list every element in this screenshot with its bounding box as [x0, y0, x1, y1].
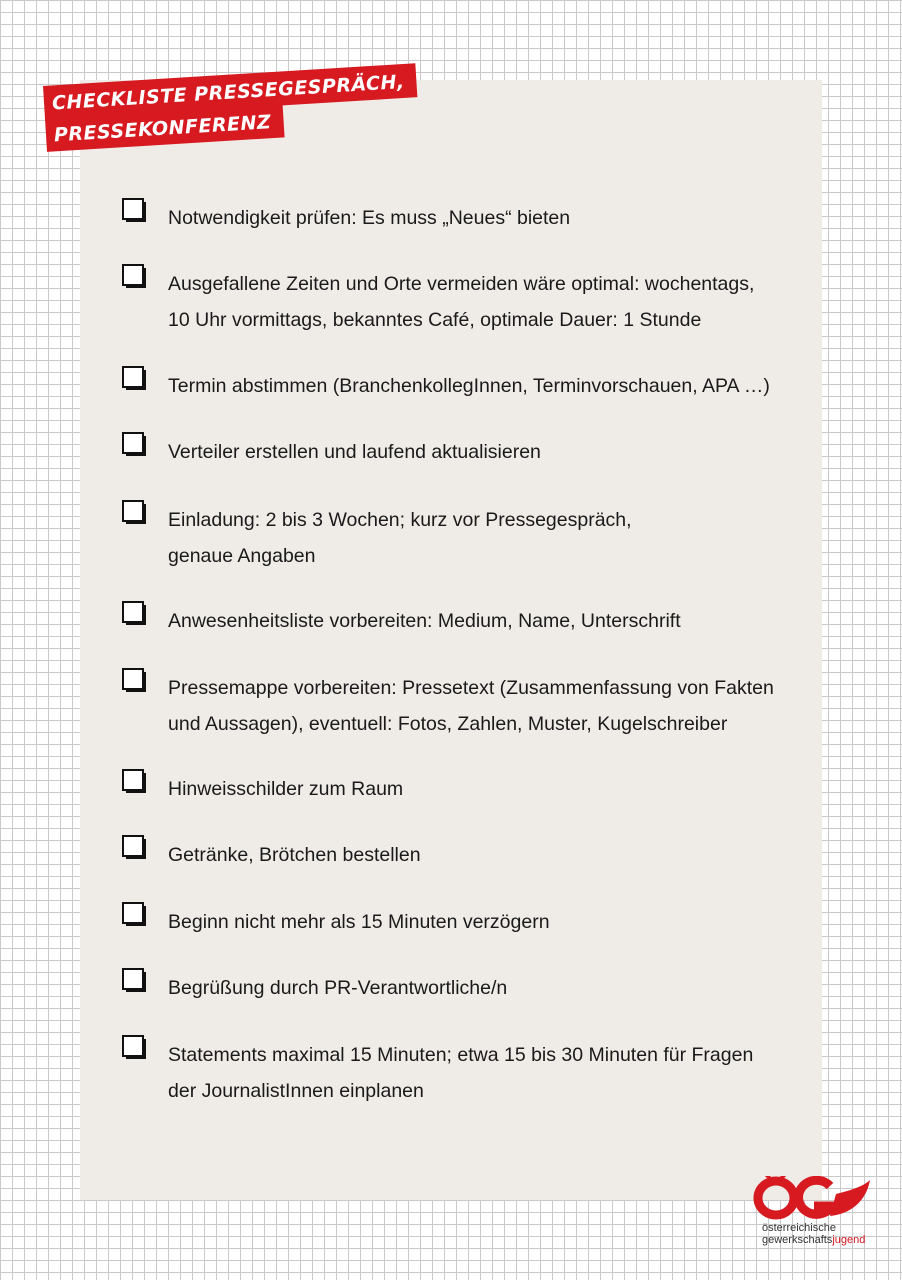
checklist-item[interactable] [122, 668, 783, 742]
logo-line-2b: jugend [832, 1234, 866, 1246]
checklist-item-text: Getränke, Brötchen bestellen [168, 844, 421, 866]
checklist-item-text: Beginn nicht mehr als 15 Minuten verzögern [168, 911, 550, 933]
logo-line-2a: gewerkschafts [762, 1234, 833, 1246]
checkbox-icon[interactable] [122, 902, 148, 928]
checklist-item-text: Termin abstimmen (BranchenkollegInnen, Terminvorschauen, APA …) [168, 375, 770, 397]
checkbox-icon[interactable] [122, 968, 148, 994]
checkbox-icon[interactable] [122, 835, 148, 861]
checkbox-icon[interactable] [122, 198, 148, 224]
checklist-item-text: Statements maximal 15 Minuten; etwa 15 bis 30 Minuten für Fragen der JournalistInnen einplanen [168, 1044, 754, 1102]
checkbox-icon[interactable] [122, 1035, 148, 1061]
checklist-item[interactable] [122, 264, 778, 338]
checklist-item[interactable] [122, 500, 638, 574]
checklist-item-text: Ausgefallene Zeiten und Orte vermeiden wäre optimal: wochentags, 10 Uhr vormittags, bekanntes Café, optimale Dauer: 1 Stunde [168, 273, 755, 331]
checklist-item[interactable] [122, 769, 808, 807]
checkbox-icon[interactable] [122, 601, 148, 627]
checklist-item-text: Verteiler erstellen und laufend aktualisieren [168, 441, 541, 463]
checklist-item[interactable] [122, 198, 768, 236]
checklist-item-text: Notwendigkeit prüfen: Es muss „Neues“ bieten [168, 207, 571, 229]
checklist-item[interactable] [122, 601, 808, 639]
checkbox-icon[interactable] [122, 264, 148, 290]
checklist-item[interactable] [122, 968, 808, 1006]
checklist-item[interactable] [122, 366, 808, 404]
checklist-item[interactable] [122, 432, 808, 470]
checklist-item-text: Einladung: 2 bis 3 Wochen; kurz vor Pressegespräch, genaue Angaben [168, 509, 632, 567]
logo-line-1: österreichische [762, 1222, 836, 1234]
checkbox-icon[interactable] [122, 769, 148, 795]
checklist-item[interactable] [122, 835, 808, 873]
checkbox-icon[interactable] [122, 366, 148, 392]
logo-wordmark [762, 1222, 865, 1246]
checkbox-icon[interactable] [122, 432, 148, 458]
title-line-2: PRESSEKONFERENZ [45, 103, 284, 151]
checkbox-icon[interactable] [122, 500, 148, 526]
checklist-item-text: Hinweisschilder zum Raum [168, 778, 404, 800]
checklist-item[interactable] [122, 902, 808, 940]
checklist-item-text: Pressemappe vorbereiten: Pressetext (Zusammenfassung von Fakten und Aussagen), eventuell: Fotos, Zahlen, Muster, Kugelschreiber [168, 677, 774, 735]
checklist-item[interactable] [122, 1035, 768, 1109]
checklist-item-text: Begrüßung durch PR-Verantwortliche/n [168, 977, 508, 999]
title-line-1: CHECKLISTE PRESSEGESPRÄCH, [43, 63, 417, 120]
checkbox-icon[interactable] [122, 668, 148, 694]
checklist-panel [80, 80, 822, 1200]
checklist-item-text: Anwesenheitsliste vorbereiten: Medium, Name, Unterschrift [168, 610, 681, 632]
